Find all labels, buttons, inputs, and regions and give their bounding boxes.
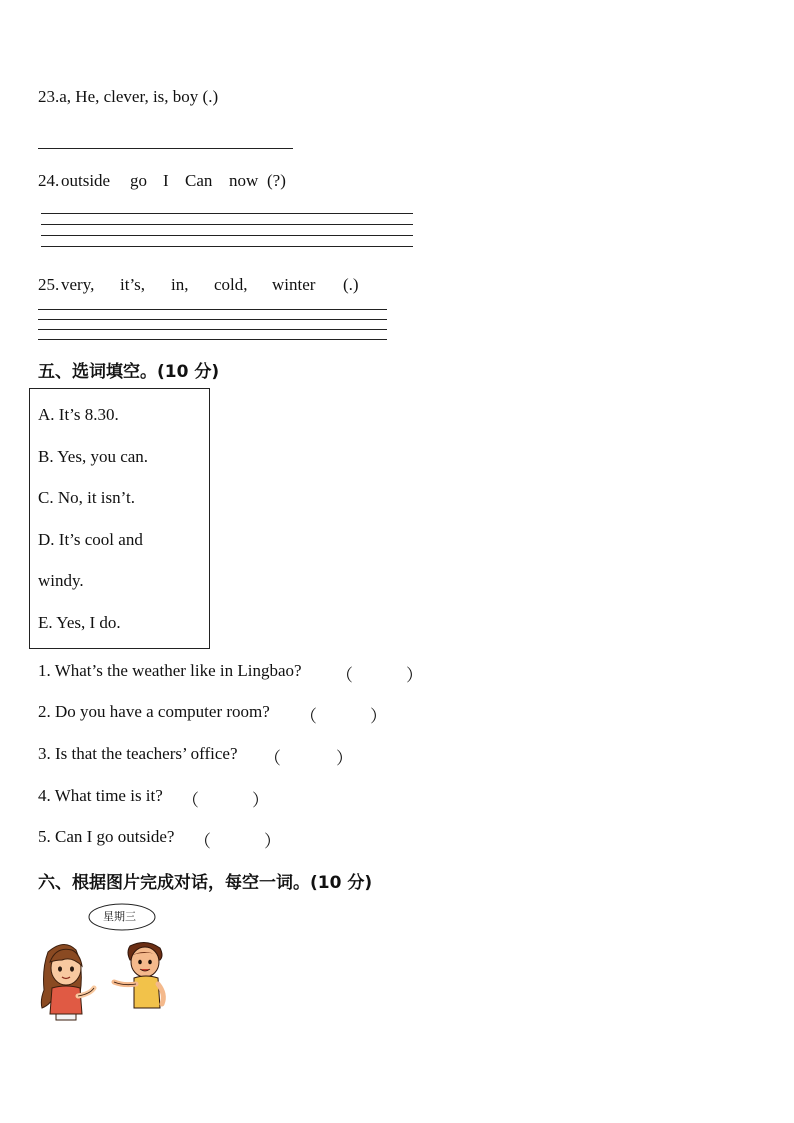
question-24-word: I (163, 171, 169, 190)
question-24-word: Can (185, 171, 213, 190)
option-b: B. Yes, you can. (38, 447, 149, 466)
option-e: E. Yes, I do. (38, 613, 121, 632)
question-24-word: go (130, 171, 147, 190)
answer-blank-4[interactable] (202, 786, 252, 806)
options-box (29, 388, 210, 649)
question-25-word: cold, (214, 275, 248, 294)
answer-blank-1[interactable] (356, 661, 406, 681)
question-25-word: it’s, (120, 275, 146, 294)
question-24-word: outside (61, 171, 111, 190)
option-c: C. No, it isn’t. (38, 488, 135, 507)
question-25-number: 25. (38, 275, 60, 294)
answer-paren-open: （ (264, 749, 281, 768)
question-23: 23.a, He, clever, is, boy (.) (38, 87, 219, 106)
answer-blank-5[interactable] (214, 827, 264, 847)
writing-line-25-4[interactable] (38, 339, 387, 340)
option-d: D. It’s cool and (38, 530, 143, 549)
answer-paren-open: （ (300, 707, 317, 726)
answer-blank-3[interactable] (284, 744, 334, 764)
writing-line-24-4[interactable] (41, 246, 413, 247)
question-25-word: (.) (343, 275, 359, 294)
writing-line-25-3[interactable] (38, 329, 387, 330)
speech-bubble-text: 星期三 (103, 910, 136, 923)
section-5-title: 五、选词填空。(10 分) (38, 362, 220, 382)
writing-line-24-2[interactable] (41, 224, 413, 225)
writing-line-24-1[interactable] (41, 213, 413, 214)
question-4: 4. What time is it? (38, 786, 163, 805)
question-24-number: 24. (38, 171, 60, 190)
answer-paren-close: ） (370, 707, 387, 726)
question-3: 3. Is that the teachers’ office? (38, 744, 238, 763)
answer-paren-close: ） (406, 666, 423, 685)
question-5: 5. Can I go outside? (38, 827, 175, 846)
question-24-word: (?) (267, 171, 286, 190)
question-2: 2. Do you have a computer room? (38, 702, 270, 721)
answer-line-23[interactable] (38, 148, 293, 149)
question-24-word: now (229, 171, 259, 190)
question-25-word: in, (171, 275, 189, 294)
writing-line-25-1[interactable] (38, 309, 387, 310)
section-6-title: 六、根据图片完成对话，每空一词。(10 分) (38, 873, 373, 893)
answer-paren-close: ） (264, 832, 281, 851)
question-1: 1. What’s the weather like in Lingbao? (38, 661, 302, 680)
question-25-word: very, (61, 275, 95, 294)
option-d-continued: windy. (38, 571, 84, 590)
writing-line-24-3[interactable] (41, 235, 413, 236)
answer-paren-close: ） (336, 749, 353, 768)
option-a: A. It’s 8.30. (38, 405, 119, 424)
answer-paren-open: （ (336, 666, 353, 685)
answer-paren-open: （ (194, 832, 211, 851)
answer-blank-2[interactable] (320, 702, 370, 722)
writing-line-25-2[interactable] (38, 319, 387, 320)
answer-paren-open: （ (182, 791, 199, 810)
question-25-word: winter (272, 275, 316, 294)
answer-paren-close: ） (252, 791, 269, 810)
girl-illustration (36, 938, 100, 1022)
boy-illustration (110, 938, 170, 1010)
